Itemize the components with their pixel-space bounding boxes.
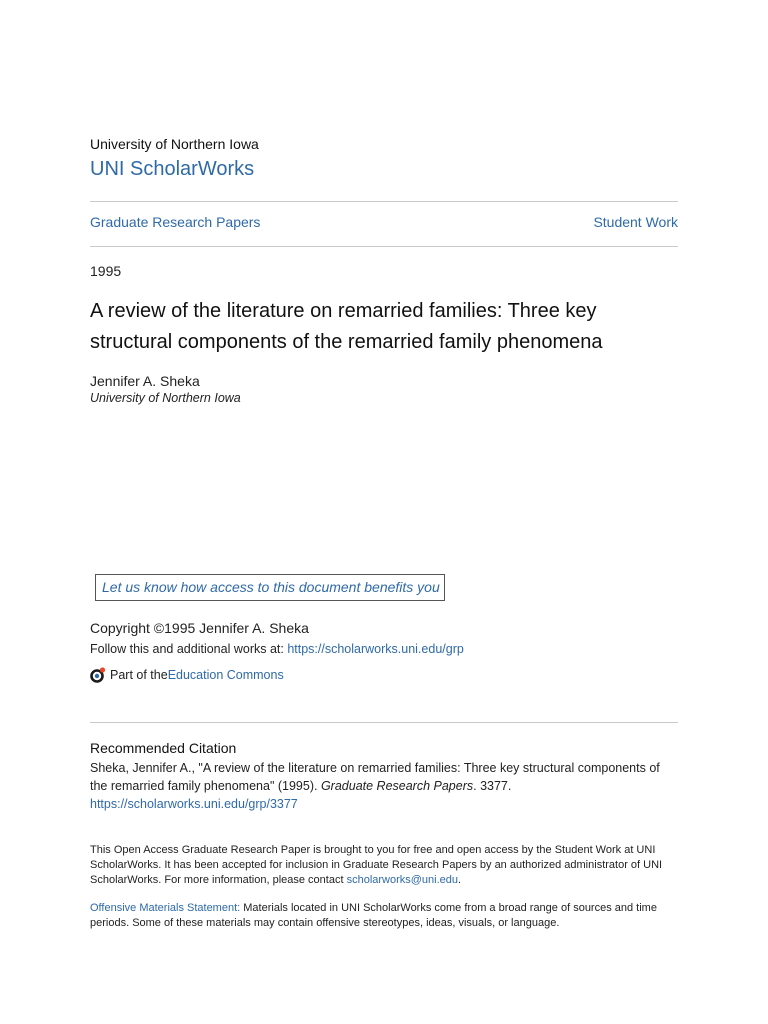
author-affiliation: University of Northern Iowa [90,391,241,405]
education-commons-link[interactable]: Education Commons [167,667,284,682]
section-link[interactable]: Student Work [593,214,678,230]
divider [90,201,678,202]
institution-name: University of Northern Iowa [90,136,259,152]
offensive-materials-statement [90,901,678,931]
citation-url-link[interactable]: https://scholarworks.uni.edu/grp/3377 [90,797,298,811]
citation-heading: Recommended Citation [90,740,237,756]
open-access-text: This Open Access Graduate Research Paper is brought to you for free and open access by the Student Work at UNI ScholarWorks. It has been accepted for inclusion in Graduate Research Papers by an authorized administrator of UNI ScholarWorks. For more information, please contact [90,844,663,886]
benefit-feedback-link[interactable]: Let us know how access to this document benefits you [95,574,445,601]
citation-body [90,759,678,813]
publication-year: 1995 [90,263,122,279]
citation-text: Sheka, Jennifer A., "A review of the literature on remarried families: Three key structural components of the remarried family phenomena" (1995). [90,761,660,793]
network-commons-icon [90,666,107,683]
open-access-end: . [458,874,462,886]
citation-number: . 3377. [473,779,512,793]
open-access-statement [90,843,678,888]
divider [90,246,678,247]
copyright-notice: Copyright ©1995 Jennifer A. Sheka [90,620,309,636]
offensive-statement-link[interactable]: Offensive Materials Statement: [90,902,241,914]
paper-title: A review of the literature on remarried families: Three key structural components of the remarried family phenomena [90,300,603,353]
citation-journal: Graduate Research Papers [320,779,474,793]
follow-line [90,642,464,656]
repository-link[interactable]: UNI ScholarWorks [90,158,255,180]
offensive-statement-text: Materials located in UNI ScholarWorks come from a broad range of sources and time periods. Some of these materials may contain offensive stereotypes, ideas, visuals, or language. [90,902,657,929]
collection-link[interactable]: Graduate Research Papers [90,214,261,230]
follow-url-link[interactable]: https://scholarworks.uni.edu/grp [287,642,464,656]
part-of-label: Part of the [110,667,168,682]
contact-email-link[interactable]: scholarworks@uni.edu [346,874,459,886]
follow-label: Follow this and additional works at: [90,642,288,656]
divider [90,722,678,723]
part-of-line [90,666,284,683]
author-name: Jennifer A. Sheka [90,373,200,389]
